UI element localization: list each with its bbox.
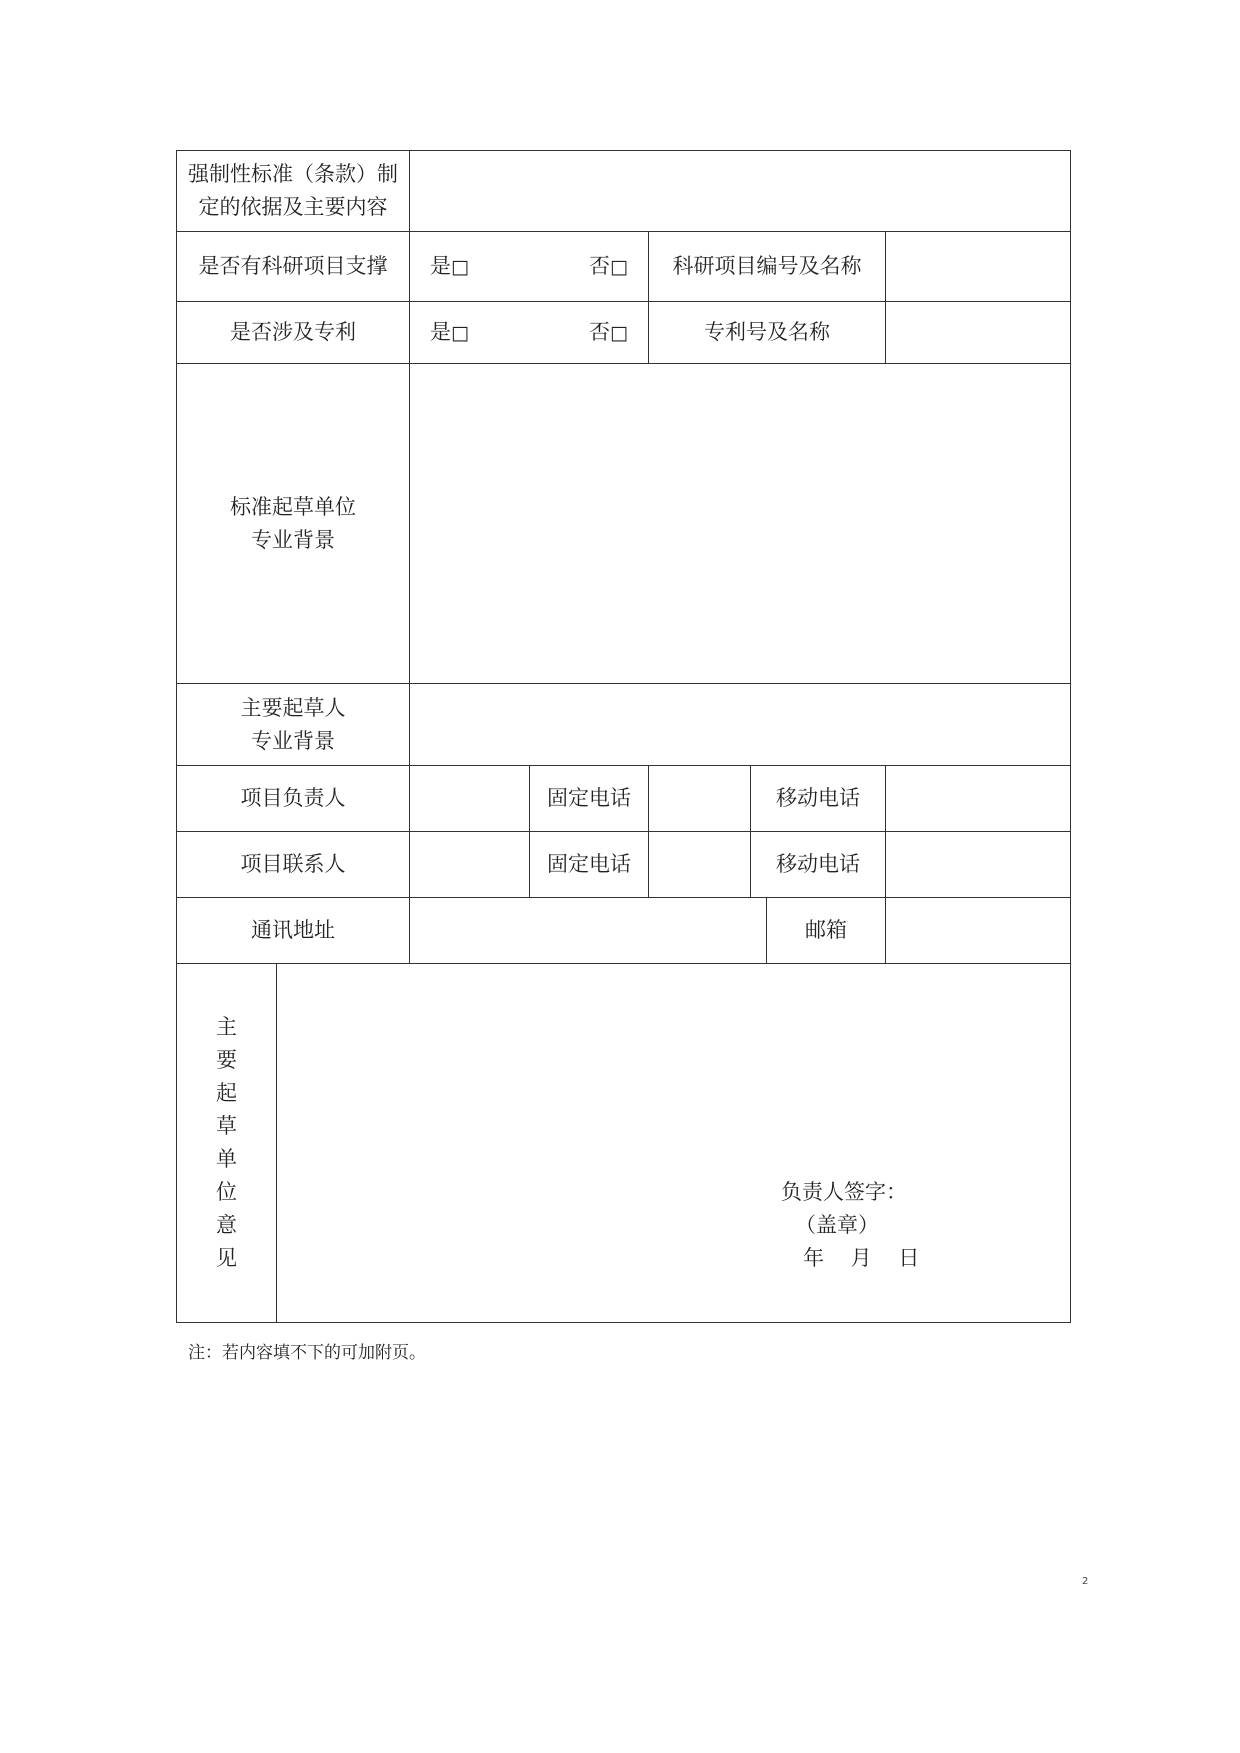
patent-yes-label: 是 xyxy=(430,319,451,344)
row-opinion xyxy=(177,964,1071,1323)
standard-basis-input[interactable] xyxy=(410,151,1071,232)
research-yes-checkbox[interactable]: □ xyxy=(451,255,469,278)
opinion-label-char: 主 xyxy=(216,1015,237,1039)
opinion-label-char: 位 xyxy=(216,1180,237,1204)
research-no-label: 否 xyxy=(589,253,611,278)
patent-choice xyxy=(410,302,649,364)
row-patent xyxy=(177,302,1071,364)
standard-basis-label-line1: 强制性标准（条款）制 xyxy=(188,162,398,186)
patent-no-option[interactable] xyxy=(589,316,628,350)
opinion-label-char: 起 xyxy=(216,1081,237,1105)
opinion-label-char: 意 xyxy=(216,1213,237,1237)
unit-background-label-line1: 标准起草单位 xyxy=(230,494,356,519)
opinion-label xyxy=(177,964,277,1323)
opinion-label-char: 草 xyxy=(216,1114,237,1138)
project-leader-mobile-input[interactable] xyxy=(886,766,1071,832)
address-label: 通讯地址 xyxy=(177,898,410,964)
project-leader-landline-label: 固定电话 xyxy=(530,766,649,832)
project-leader-landline-input[interactable] xyxy=(649,766,751,832)
row-address xyxy=(177,898,1071,964)
project-contact-mobile-label: 移动电话 xyxy=(751,832,886,898)
footnote: 注：若内容填不下的可加附页。 xyxy=(188,1343,426,1363)
row-drafter-background xyxy=(177,684,1071,766)
research-no-option[interactable] xyxy=(589,250,628,284)
patent-yes-option[interactable] xyxy=(430,316,469,350)
stamp-label: （盖章） xyxy=(795,1213,879,1237)
application-form-table xyxy=(176,150,1071,1323)
drafter-background-label xyxy=(177,684,410,766)
patent-id-name-input[interactable] xyxy=(886,302,1071,364)
research-yes-label: 是 xyxy=(430,253,451,278)
opinion-label-char: 要 xyxy=(216,1048,237,1072)
unit-background-label-line2: 专业背景 xyxy=(251,527,335,552)
research-support-label: 是否有科研项目支撑 xyxy=(177,232,410,302)
research-support-choice xyxy=(410,232,649,302)
address-input[interactable] xyxy=(410,898,767,964)
row-project-contact xyxy=(177,832,1071,898)
research-yes-option[interactable] xyxy=(430,250,469,284)
patent-no-label: 否 xyxy=(589,319,611,344)
page-number: 2 xyxy=(1082,1576,1089,1587)
patent-label: 是否涉及专利 xyxy=(177,302,410,364)
row-project-leader xyxy=(177,766,1071,832)
project-contact-landline-input[interactable] xyxy=(649,832,751,898)
standard-basis-label xyxy=(177,151,410,232)
patent-yes-checkbox[interactable]: □ xyxy=(451,321,469,344)
research-id-name-input[interactable] xyxy=(886,232,1071,302)
row-unit-background xyxy=(177,364,1071,684)
project-leader-mobile-label: 移动电话 xyxy=(751,766,886,832)
unit-background-input[interactable] xyxy=(410,364,1071,684)
signature-block xyxy=(781,1176,919,1275)
project-contact-label: 项目联系人 xyxy=(177,832,410,898)
drafter-background-label-line2: 专业背景 xyxy=(251,728,335,753)
project-contact-input[interactable] xyxy=(410,832,530,898)
opinion-label-char: 单 xyxy=(216,1147,237,1171)
opinion-input[interactable] xyxy=(277,964,1071,1323)
opinion-label-char: 见 xyxy=(216,1246,237,1270)
patent-id-name-label: 专利号及名称 xyxy=(649,302,886,364)
patent-no-checkbox[interactable]: □ xyxy=(610,321,628,344)
project-leader-label: 项目负责人 xyxy=(177,766,410,832)
drafter-background-label-line1: 主要起草人 xyxy=(240,695,346,720)
project-leader-input[interactable] xyxy=(410,766,530,832)
drafter-background-input[interactable] xyxy=(410,684,1071,766)
research-id-name-label: 科研项目编号及名称 xyxy=(649,232,886,302)
email-input[interactable] xyxy=(886,898,1071,964)
row-research-support xyxy=(177,232,1071,302)
unit-background-label xyxy=(177,364,410,684)
project-contact-mobile-input[interactable] xyxy=(886,832,1071,898)
project-contact-landline-label: 固定电话 xyxy=(530,832,649,898)
row-standard-basis xyxy=(177,151,1071,232)
standard-basis-label-line2: 定的依据及主要内容 xyxy=(198,195,388,219)
research-no-checkbox[interactable]: □ xyxy=(610,255,628,278)
signature-label: 负责人签字： xyxy=(781,1180,907,1204)
email-label: 邮箱 xyxy=(767,898,886,964)
date-label: 年 月 日 xyxy=(803,1246,920,1270)
